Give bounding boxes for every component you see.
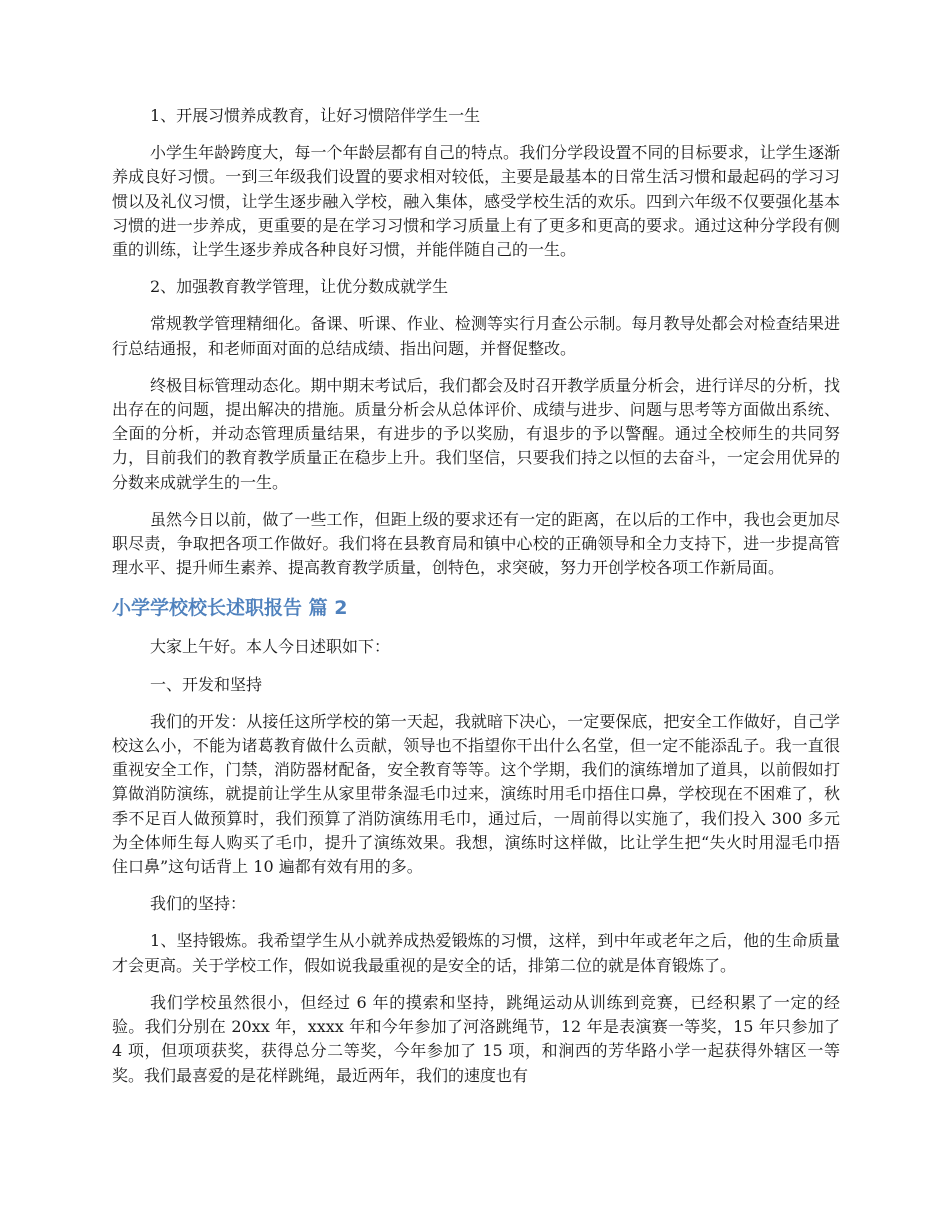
paragraph-goal-management: 终极目标管理动态化。期中期末考试后，我们都会及时召开教学质量分析会，进行详尽的分析，找出存在的问题，提出解决的措施。质量分析会从总体评价、成绩与进步、问题与思考等方面做出系统、全面的分析，并动态管理质量结果，有进步的予以奖励，有退步的予以警醒。通过全校师生的共同努力，目前我们的教育教学质量正在稳步上升。我们坚信，只要我们持之以恒的去奋斗，一定会用优异的分数来成就学生的一生。 [112, 375, 840, 492]
section-heading-part-2: 小学学校校长述职报告 篇 2 [112, 597, 348, 620]
paragraph-subheading-develop: 一、开发和坚持 [150, 674, 263, 694]
document-body [112, 104, 840, 1101]
paragraph-habit-body: 小学生年龄跨度大，每一个年龄层都有自己的特点。我们分学段设置不同的目标要求，让学生逐渐养成良好习惯。一到三年级我们设置的要求相对较低，主要是最基本的日常生活习惯和最起码的学习习惯以及礼仪习惯，让学生逐步融入学校，融入集体，感受学校生活的欢乐。四到六年级不仅要强化基本习惯的进一步养成，更重要的是在学习习惯和学习质量上有了更多和更高的要求。通过这种分学段有侧重的训练，让学生逐步养成各种良好习惯，并能伴随自己的一生。 [112, 143, 840, 260]
paragraph-safety-development: 我们的开发：从接任这所学校的第一天起，我就暗下决心，一定要保底，把安全工作做好，自己学校这么小，不能为诸葛教育做什么贡献，领导也不指望你干出什么名堂，但一定不能添乱子。我一直很重视安全工作，门禁，消防器材配备，安全教育等等。这个学期，我们的演练增加了道具，以前假如打算做消防演练，就提前让学生从家里带条湿毛巾过来，演练时用毛巾捂住口鼻，学校现在不困难了，秋季不足百人做预算时，我们预算了消防演练用毛巾，通过后，一周前得以实施了，我们投入 300 多元为全体师生每人购买了毛巾，提升了演练效果。我想，演练时这样做，比让学生把“失火时用湿毛巾捂住口鼻”这句话背上 10 遍都有效有用的多。 [112, 711, 840, 877]
paragraph-conclusion: 虽然今日以前，做了一些工作，但距上级的要求还有一定的距离，在以后的工作中，我也会更加尽职尽责，争取把各项工作做好。我们将在县教育局和镇中心校的正确领导和全力支持下，进一步提高管理水平、提升师生素养、提高教育教学质量，创特色，求突破，努力开创学校各项工作新局面。 [112, 509, 840, 578]
paragraph-greeting: 大家上午好。本人今日述职如下： [150, 637, 391, 657]
paragraph-exercise: 1、坚持锻炼。我希望学生从小就养成热爱锻炼的习惯，这样，到中年或老年之后，他的生命质量才会更高。关于学校工作，假如说我最重视的是安全的话，排第二位的就是体育锻炼了。 [112, 931, 840, 975]
paragraph-routine-management: 常规教学管理精细化。备课、听课、作业、检测等实行月查公示制。每月教导处都会对检查结果进行总结通报，和老师面对面的总结成绩、指出问题，并督促整改。 [112, 314, 840, 358]
paragraph-habit-heading: 1、开展习惯养成教育，让好习惯陪伴学生一生 [150, 106, 481, 125]
paragraph-persistence-label: 我们的坚持： [150, 894, 247, 914]
paragraph-rope-skipping: 我们学校虽然很小，但经过 6 年的摸索和坚持，跳绳运动从训练到竞赛，已经积累了一定的经验。我们分别在 20xx 年，xxxx 年和今年参加了河洛跳绳节，12 年是表演赛一等奖，15 年只参加了 4 项，但项项获奖，获得总分二等奖，今年参加了 15 项，和涧西的芳华路小学一起获得外辖区一等奖。我们最喜爱的是花样跳绳，最近两年，我们的速度也有 [112, 992, 840, 1085]
paragraph-management-heading: 2、加强教育教学管理，让优分数成就学生 [150, 277, 449, 297]
